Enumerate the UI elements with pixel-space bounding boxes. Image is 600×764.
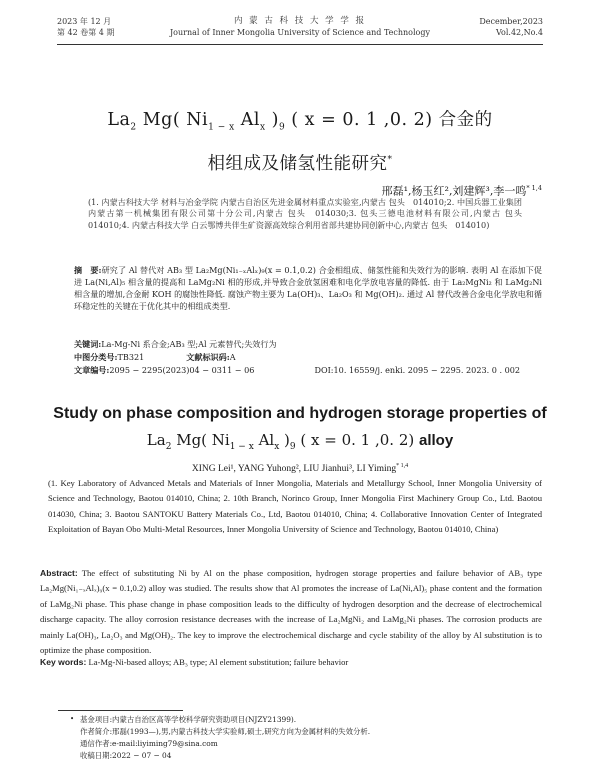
header-center <box>57 16 543 38</box>
article-number-zh: 文章编号:2095 − 2295(2023)04 − 0311 − 06 DOI:10. 16559/j. enki. 2095 − 2295. 2023. 0 . 002 <box>74 365 521 375</box>
header-rule <box>57 44 543 45</box>
title-zh-line2: 相组成及储氢性能研究* <box>207 153 393 174</box>
title-en-line2: $La_2$ Mg( $Ni_{1 - x}$ $Al_x$ )$_9$ ( x = 0. 1 ,0. 2) alloy <box>146 431 454 452</box>
header-date-zh: 2023 年 12 月 <box>57 17 112 26</box>
authors-zh: 邢磊¹,杨玉红²,刘建辉³,李一鸣$^{* 1,4}$ <box>381 184 542 198</box>
footnote-fund: • 基金项目:内蒙古自治区高等学校科学研究资助项目(NJZY21399). <box>70 715 297 724</box>
title-en-line1: Study on phase composition and hydrogen storage properties of <box>53 405 547 422</box>
header-date-en: December,2023 <box>479 17 543 26</box>
keywords-zh: 关键词:La-Mg-Ni 系合金;AB₃ 型;Al 元素替代;失效行为 <box>74 339 277 349</box>
footnote-contact: 通信作者:e-mail:liyiming79@sina.com <box>80 739 218 748</box>
authors-en: XING Lei¹, YANG Yuhong², LIU Jianhui³, LI Yiming$^{* 1,4}$ <box>191 463 409 475</box>
abstract-en-text: The effect of substituting Ni by Al on the phase composition, hydrogen storage properties and failure behavior of AB₃ type La₂Mg(Ni₁₋ₓAlₓ)₉(x = 0.1,0.2) alloy was studied. The results show that Al promotes the increase of La(Ni,Al)₅ phase content and the formation of LaMg₂Ni phase. This phase change in phase composition leads to the difficulty of hydrogen desorption and the decrease of electrochemical discharge capacity. The alloy corrosion resistance decreases with the increase of La₂MgNi₂ and LaMg₂Ni phases. The corrosion products are mainly La(OH)₃, La₂O₃ and Mg(OH)₂. The key to improve the electrochemical discharge and cycle stability of the alloy by Al substitution is to optimize the phase composition. <box>40 568 543 656</box>
title-zh-line1: $La_2$ Mg( $Ni_{1 - x}$ $Al_x$ )$_9$ ( x = 0. 1 ,0. 2) 合金的 <box>107 110 493 133</box>
running-header <box>57 16 543 44</box>
journal-name-zh: 内 蒙 古 科 技 大 学 学 报 <box>233 16 367 26</box>
abstract-zh <box>74 264 542 312</box>
header-right <box>479 16 543 38</box>
affiliation-en: (1. Key Laboratory of Advanced Metals and Materials of Inner Mongolia, Materials and Metallurgy School, Inner Mongolia University of Science and Technology, Baotou 014010, China; 2. 10th Branch, Norinco Group, Inner Mongolia First Machinery Group Co., Ltd. Baotou 014030, China; 3. Baotou SANTOKU Battery Materials Co., Ltd, Baotou 014010, China; 4. Collaborative Innovation Center of Integrated Exploitation of Bayan Obo Multi-Metal Resources, Inner Mongolia University of Science and Technology, Baotou 014010, China) <box>48 478 542 535</box>
doi[interactable]: 10. 16559/j. enki. 2095 − 2295. 2023. 0 . 002 <box>333 365 521 375</box>
footnote-author: 作者简介:邢磊(1993—),男,内蒙古科技大学实验师,硕士,研究方向为金属材料的失效分析. <box>80 727 371 736</box>
classification-zh: 中图分类号:TB321 文献标识码:A <box>74 352 236 362</box>
abstract-zh-text: 研究了 Al 替代对 AB₃ 型 La₂Mg(Ni₁₋ₓAlₓ)₉(x = 0.1,0.2) 合金相组成、储氢性能和失效行为的影响. 表明 Al 在添加下促进 La(Ni,Al)₅ 相含量的提高和 LaMg₂Ni 相的形成,并导致合金放氢困难和电化学放电容量的降低. 由于 La₂MgNi₂ 和 LaMg₂Ni 相含量的增加,合金耐 KOH 的腐蚀性降低. 腐蚀产物主要为 La(OH)₃、La₂O₃ 和 Mg(OH)₂. 通过 Al 替代改善合金电化学放电和循环稳定性的关键在于优化其中的相组成类型. <box>74 265 542 311</box>
footnote-rule <box>58 710 183 711</box>
header-volume-zh: 第 42 卷第 4 期 <box>57 28 115 37</box>
footnote-received: 收稿日期:2022 − 07 − 04 <box>80 751 172 760</box>
journal-name-en: Journal of Inner Mongolia University of Science and Technology <box>169 28 431 37</box>
affiliation-zh: (1. 内蒙古科技大学 材料与冶金学院 内蒙古自治区先进金属材料重点实验室,内蒙古 包头 014010;2. 中国兵器工业集团内蒙古第一机械集团有限公司第十分公司,内蒙古 包头 014030;3. 包头三德电池材料有限公司,内蒙古 包头 014010;4. 内蒙古科技大学 白云鄂博共伴生矿资源高效综合利用省部共建协同创新中心,内蒙古 包头 014010) <box>88 197 531 230</box>
abstract-en-label: Abstract: <box>40 568 78 578</box>
abstract-zh-label: 摘 要: <box>74 265 102 275</box>
abstract-en <box>40 566 542 658</box>
title-zh <box>40 104 560 179</box>
header-volume-en: Vol.42,No.4 <box>496 28 543 37</box>
keywords-en: Key words: La-Mg-Ni-based alloys; AB₃ type; Al element substitution; failure behavior <box>40 657 349 667</box>
